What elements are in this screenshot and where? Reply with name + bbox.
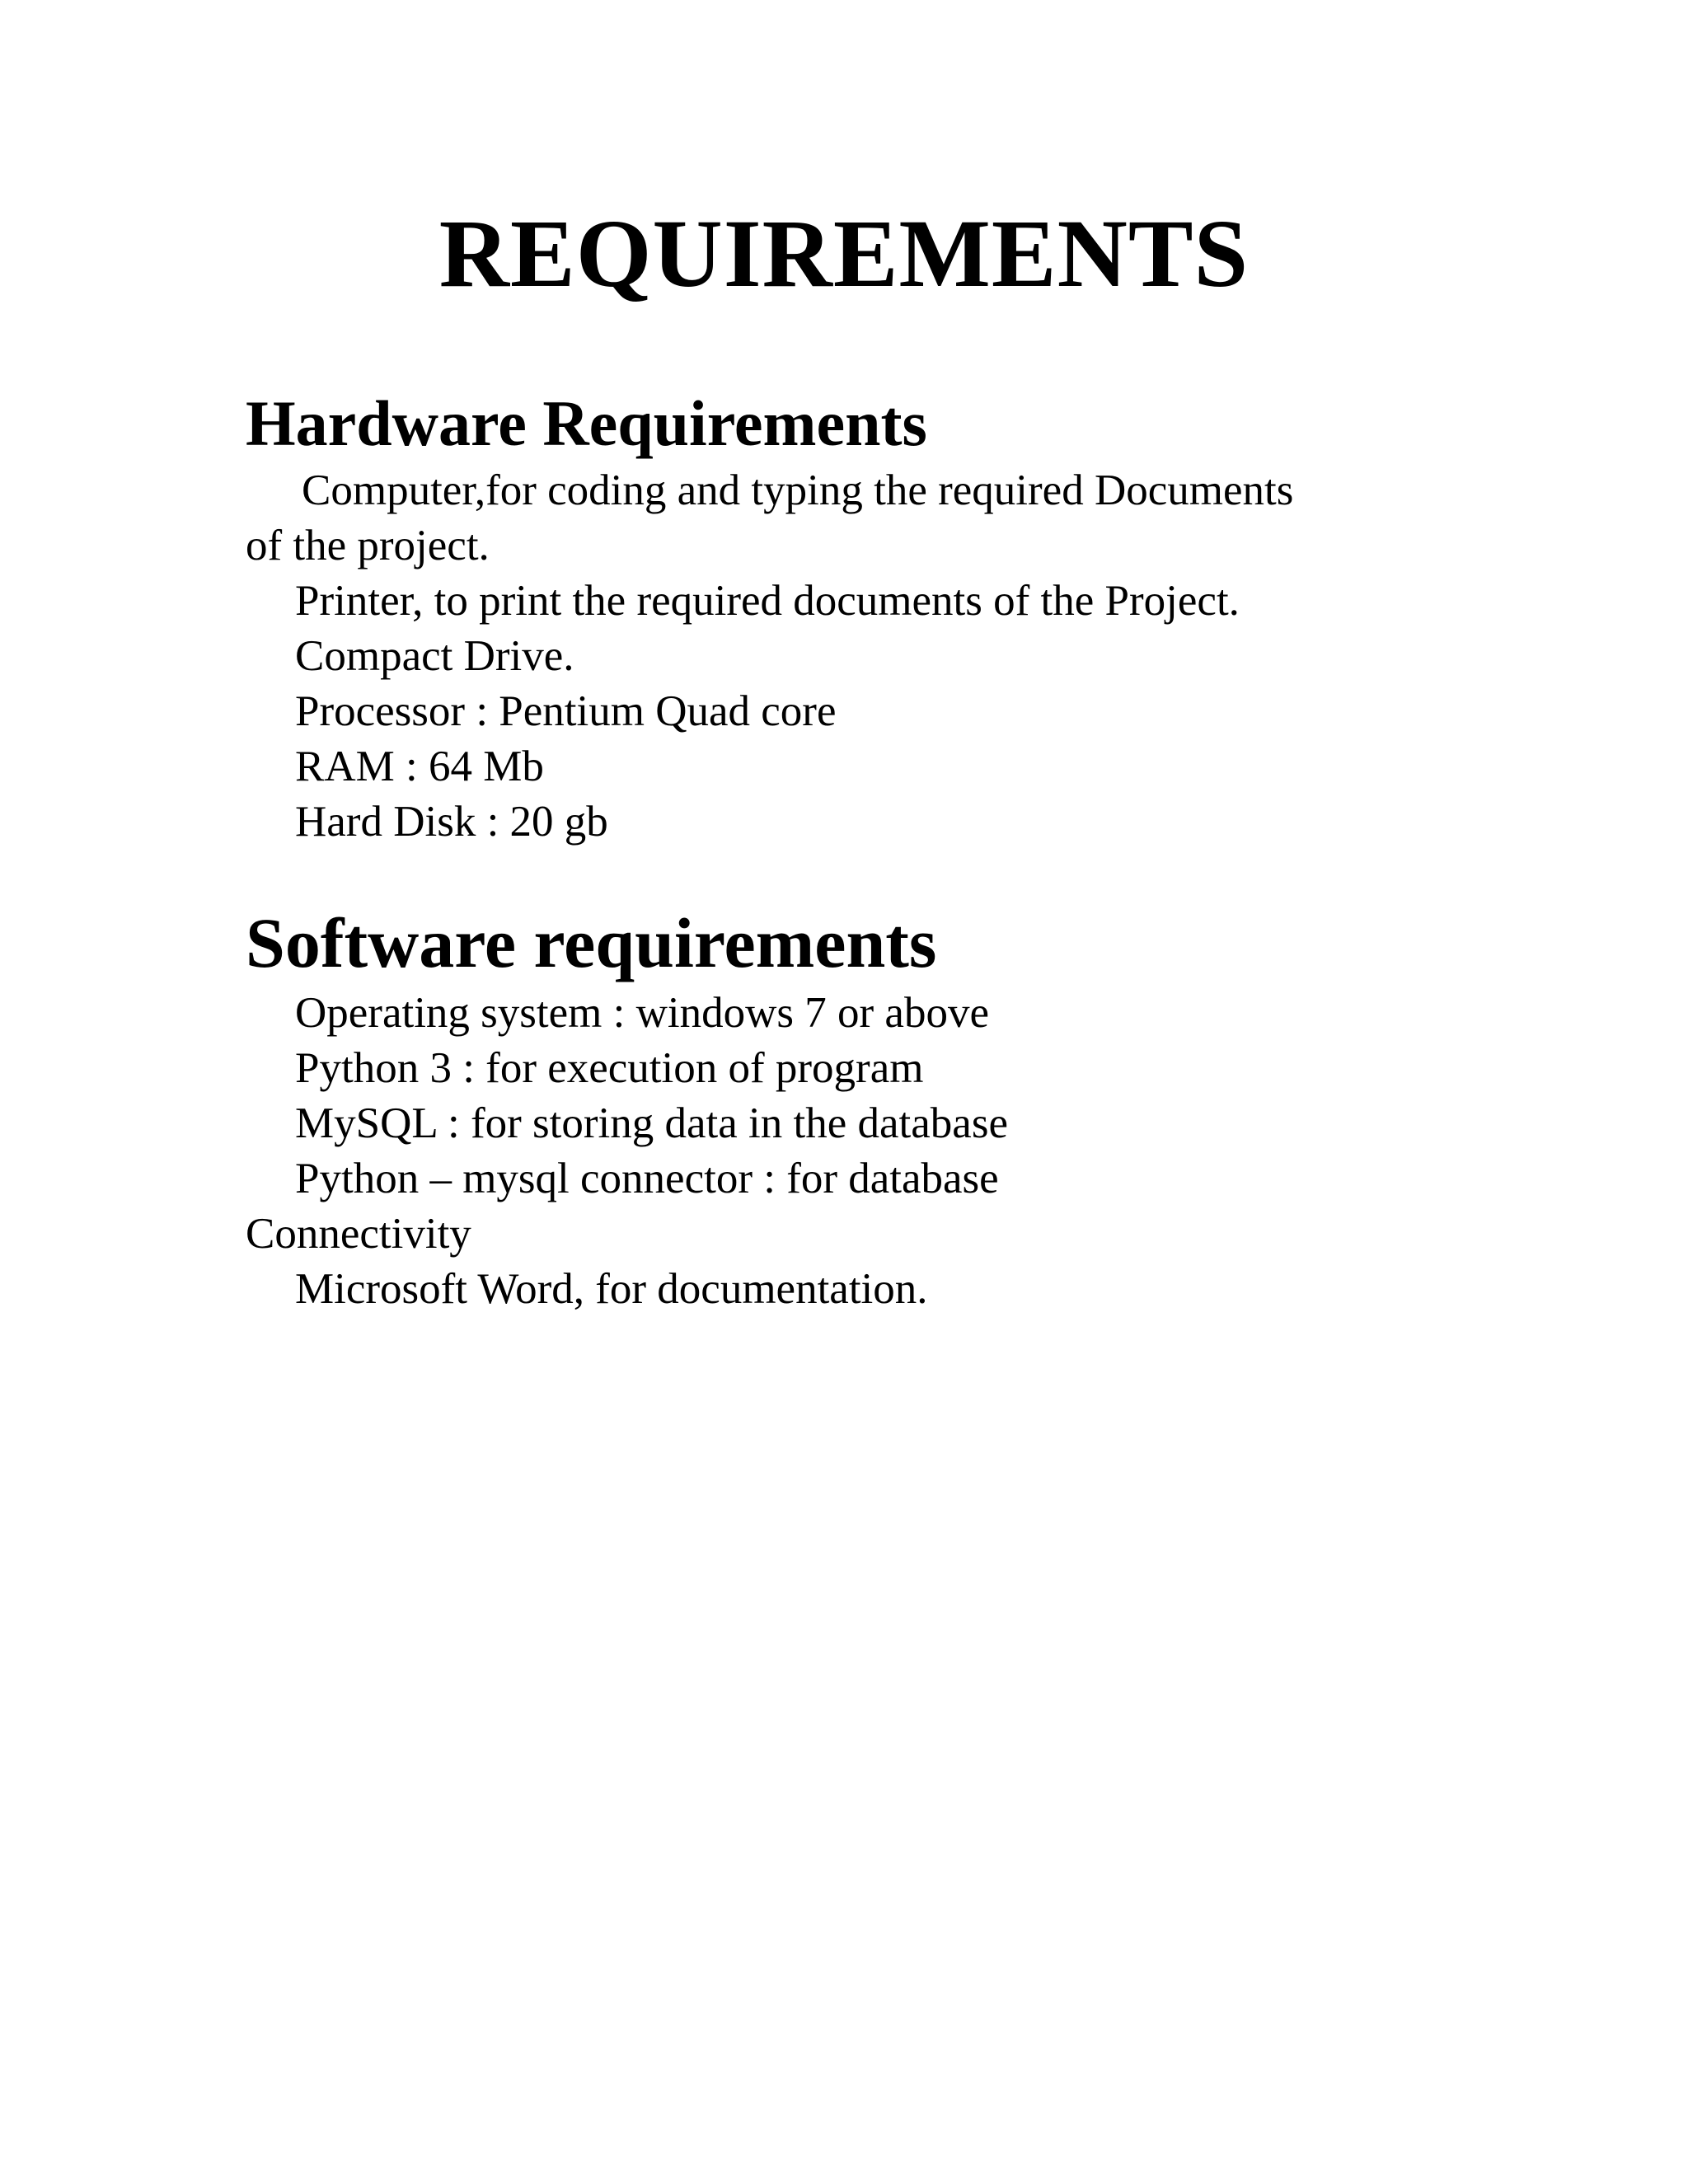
hardware-line: Computer,for coding and typing the required Documents <box>302 466 1294 514</box>
hardware-section <box>246 384 1531 850</box>
hardware-line-continuation: of the project. <box>246 522 490 569</box>
software-list <box>246 986 1531 1317</box>
software-line: MySQL : for storing data in the database <box>295 1099 1008 1147</box>
software-section <box>246 900 1531 1317</box>
software-line: Operating system : windows 7 or above <box>295 989 989 1037</box>
hardware-line: RAM : 64 Mb <box>295 743 544 790</box>
hardware-heading: Hardware Requirements <box>246 387 927 459</box>
hardware-line: Printer, to print the required documents of the Project. <box>295 577 1240 625</box>
hardware-list <box>246 463 1531 850</box>
software-line: Python 3 : for execution of program <box>295 1044 924 1092</box>
software-line-continuation: Connectivity <box>246 1210 471 1258</box>
software-line: Microsoft Word, for documentation. <box>295 1265 928 1313</box>
hardware-line: Processor : Pentium Quad core <box>295 687 837 735</box>
page-title: REQUIREMENTS <box>438 199 1250 307</box>
hardware-line: Hard Disk : 20 gb <box>295 798 608 846</box>
software-line: Python – mysql connector : for database <box>295 1155 999 1202</box>
software-heading: Software requirements <box>246 903 937 982</box>
hardware-line: Compact Drive. <box>295 632 574 680</box>
